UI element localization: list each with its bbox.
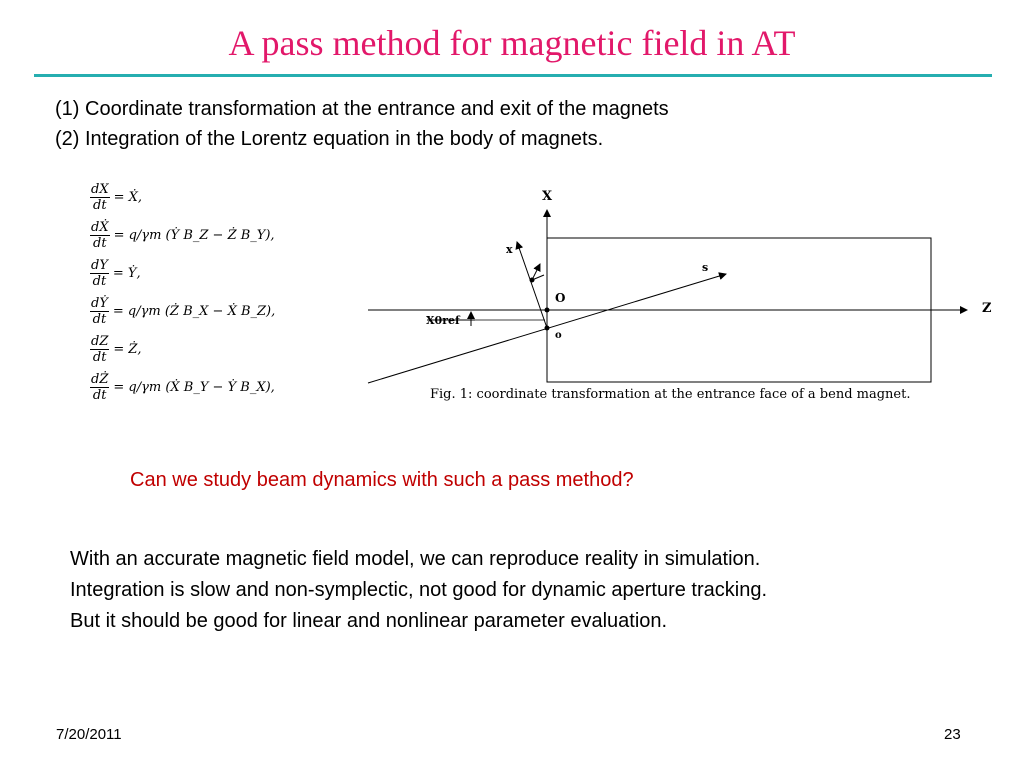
equation <box>90 178 310 216</box>
conclusion-paragraph <box>70 544 767 637</box>
equation-rhs: = Ẋ, <box>113 189 142 205</box>
label-o: o <box>555 330 562 341</box>
derivative-fraction <box>90 258 109 289</box>
fraction-numerator: dY <box>91 257 108 273</box>
bullet-item: (2) Integration of the Lorentz equation in the body of magnets. <box>55 128 604 150</box>
title-underline <box>34 74 992 77</box>
fraction-denominator: dt <box>92 311 107 327</box>
figure-caption: Fig. 1: coordinate transformation at the entrance face of a bend magnet. <box>430 387 911 402</box>
equation-rhs: = q/γm (Ẏ B_Z − Ż B_Y), <box>113 227 275 243</box>
fraction-numerator: dZ <box>91 333 109 349</box>
label-x: x <box>506 243 513 256</box>
bullet-list <box>55 94 669 154</box>
coordinate-diagram <box>360 178 1000 408</box>
fraction-numerator: dX <box>91 181 109 197</box>
label-X: X <box>542 189 553 204</box>
equation-rhs: = q/γm (Ẋ B_Y − Ẏ B_X), <box>113 379 275 395</box>
fraction-denominator: dt <box>92 349 107 365</box>
fraction-numerator: dẎ <box>91 295 108 311</box>
derivative-fraction <box>90 220 110 251</box>
footer-date: 7/20/2011 <box>56 726 122 743</box>
fraction-denominator: dt <box>92 273 107 289</box>
fraction-numerator: dŻ <box>91 371 109 387</box>
derivative-fraction <box>90 334 109 365</box>
origin-point-o <box>545 326 550 331</box>
page-number: 23 <box>944 726 961 743</box>
fraction-numerator: dẊ <box>91 219 109 235</box>
fraction-denominator: dt <box>92 387 107 403</box>
equation <box>90 216 310 254</box>
paragraph-line: But it should be good for linear and nonlinear parameter evaluation. <box>70 610 668 632</box>
equation-rhs: = Ż, <box>113 341 142 357</box>
derivative-fraction <box>90 372 109 403</box>
fraction-denominator: dt <box>93 197 107 213</box>
equation-rhs: = Ẏ, <box>112 265 141 281</box>
origin-point-O <box>545 308 550 313</box>
derivative-fraction <box>90 182 110 213</box>
slide-title: A pass method for magnetic field in AT <box>228 23 796 63</box>
label-s: s <box>702 261 709 274</box>
equation-rhs: = q/γm (Ż B_X − Ẋ B_Z), <box>112 303 276 319</box>
equation <box>90 292 310 330</box>
lorentz-equations <box>90 178 310 406</box>
equation <box>90 330 310 368</box>
label-O: O <box>555 291 566 305</box>
fraction-denominator: dt <box>93 235 107 251</box>
derivative-fraction <box>90 296 109 327</box>
question-text: Can we study beam dynamics with such a pass method? <box>130 469 634 491</box>
label-x0ref: X0ref <box>426 314 460 327</box>
bullet-item: (1) Coordinate transformation at the entrance and exit of the magnets <box>55 98 669 120</box>
equation <box>90 368 310 406</box>
label-Z: Z <box>982 301 992 316</box>
local-x-axis <box>517 242 547 328</box>
equation <box>90 254 310 292</box>
paragraph-line: With an accurate magnetic field model, we can reproduce reality in simulation. <box>70 548 761 570</box>
rotation-point <box>530 278 535 283</box>
paragraph-line: Integration is slow and non-symplectic, not good for dynamic aperture tracking. <box>70 579 768 601</box>
